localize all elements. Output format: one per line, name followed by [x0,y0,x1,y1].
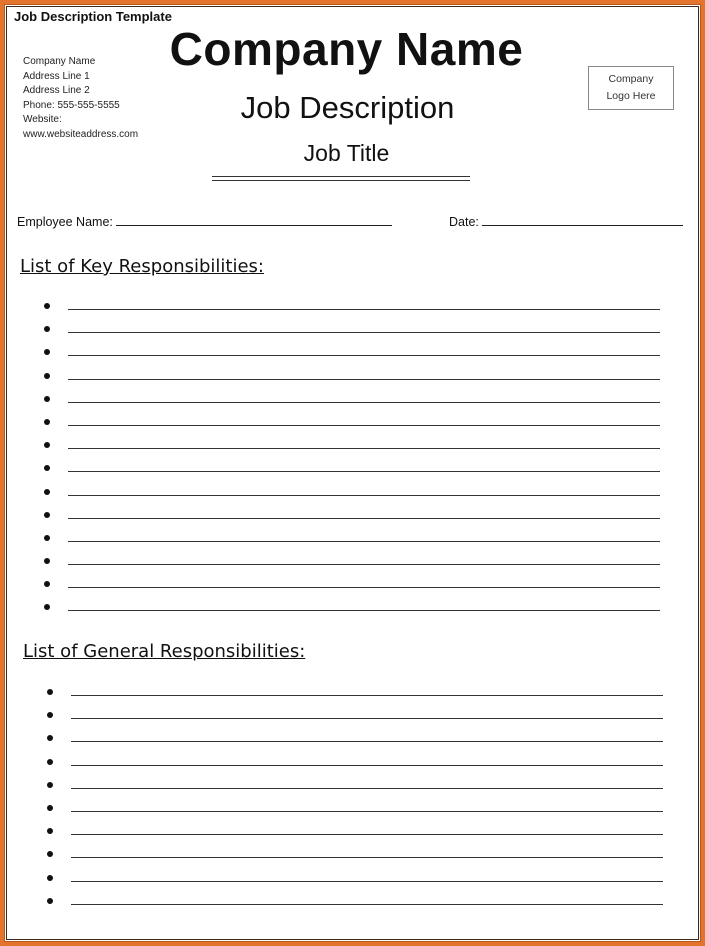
company-info-name: Company Name [23,56,96,67]
key-responsibilities-heading: List of Key Responsibilities: [20,256,264,277]
bullet-icon [44,419,50,425]
date-label: Date: [449,215,479,229]
bullet-icon [44,396,50,402]
bullet-icon [44,303,50,309]
company-info-phone: Phone: 555-555-5555 [23,99,120,111]
blank-line[interactable] [68,309,660,310]
blank-line[interactable] [71,788,663,789]
blank-line[interactable] [68,402,660,403]
job-title-text: Job Title [303,140,390,166]
blank-line[interactable] [71,741,663,742]
blank-line[interactable] [68,471,660,472]
blank-line[interactable] [71,834,663,835]
company-info-website: www.websiteaddress.com [23,128,139,140]
blank-line[interactable] [68,425,660,426]
bullet-icon [47,875,53,881]
blank-line[interactable] [68,518,660,519]
company-info-website-label: Website: [23,114,62,125]
company-info-address2: Address Line 2 [23,85,90,96]
bullet-icon [47,782,53,788]
bullet-icon [47,805,53,811]
logo-line2: Logo Here [606,90,656,102]
blank-line[interactable] [68,610,660,611]
bullet-icon [44,535,50,541]
date-field [449,214,683,229]
bullet-icon [44,512,50,518]
job-title [0,140,705,167]
template-title: Job Description Template [14,9,172,24]
blank-line[interactable] [71,765,663,766]
company-name-text: Company Name [169,23,524,75]
blank-line[interactable] [68,587,660,588]
bullet-icon [47,898,53,904]
general-responsibilities-heading: List of General Responsibilities: [23,641,306,662]
blank-line[interactable] [68,541,660,542]
title-double-rule [212,176,470,181]
bullet-icon [47,689,53,695]
employee-name-blank[interactable] [116,214,392,226]
bullet-icon [44,489,50,495]
blank-line[interactable] [68,564,660,565]
blank-line[interactable] [68,448,660,449]
employee-name-field [17,214,392,229]
company-info-address1: Address Line 1 [23,70,90,82]
blank-line[interactable] [71,695,663,696]
bullet-icon [47,759,53,765]
blank-line[interactable] [71,718,663,719]
blank-line[interactable] [68,332,660,333]
company-logo-placeholder [588,66,674,110]
blank-line[interactable] [71,904,663,905]
blank-line[interactable] [71,881,663,882]
blank-line[interactable] [71,811,663,812]
blank-line[interactable] [68,495,660,496]
bullet-icon [44,373,50,379]
blank-line[interactable] [68,379,660,380]
date-blank[interactable] [482,214,683,226]
blank-line[interactable] [68,355,660,356]
employee-name-label: Employee Name: [17,215,113,229]
blank-line[interactable] [71,857,663,858]
document-title-text: Job Description [240,90,455,125]
logo-line1: Company [608,73,654,85]
